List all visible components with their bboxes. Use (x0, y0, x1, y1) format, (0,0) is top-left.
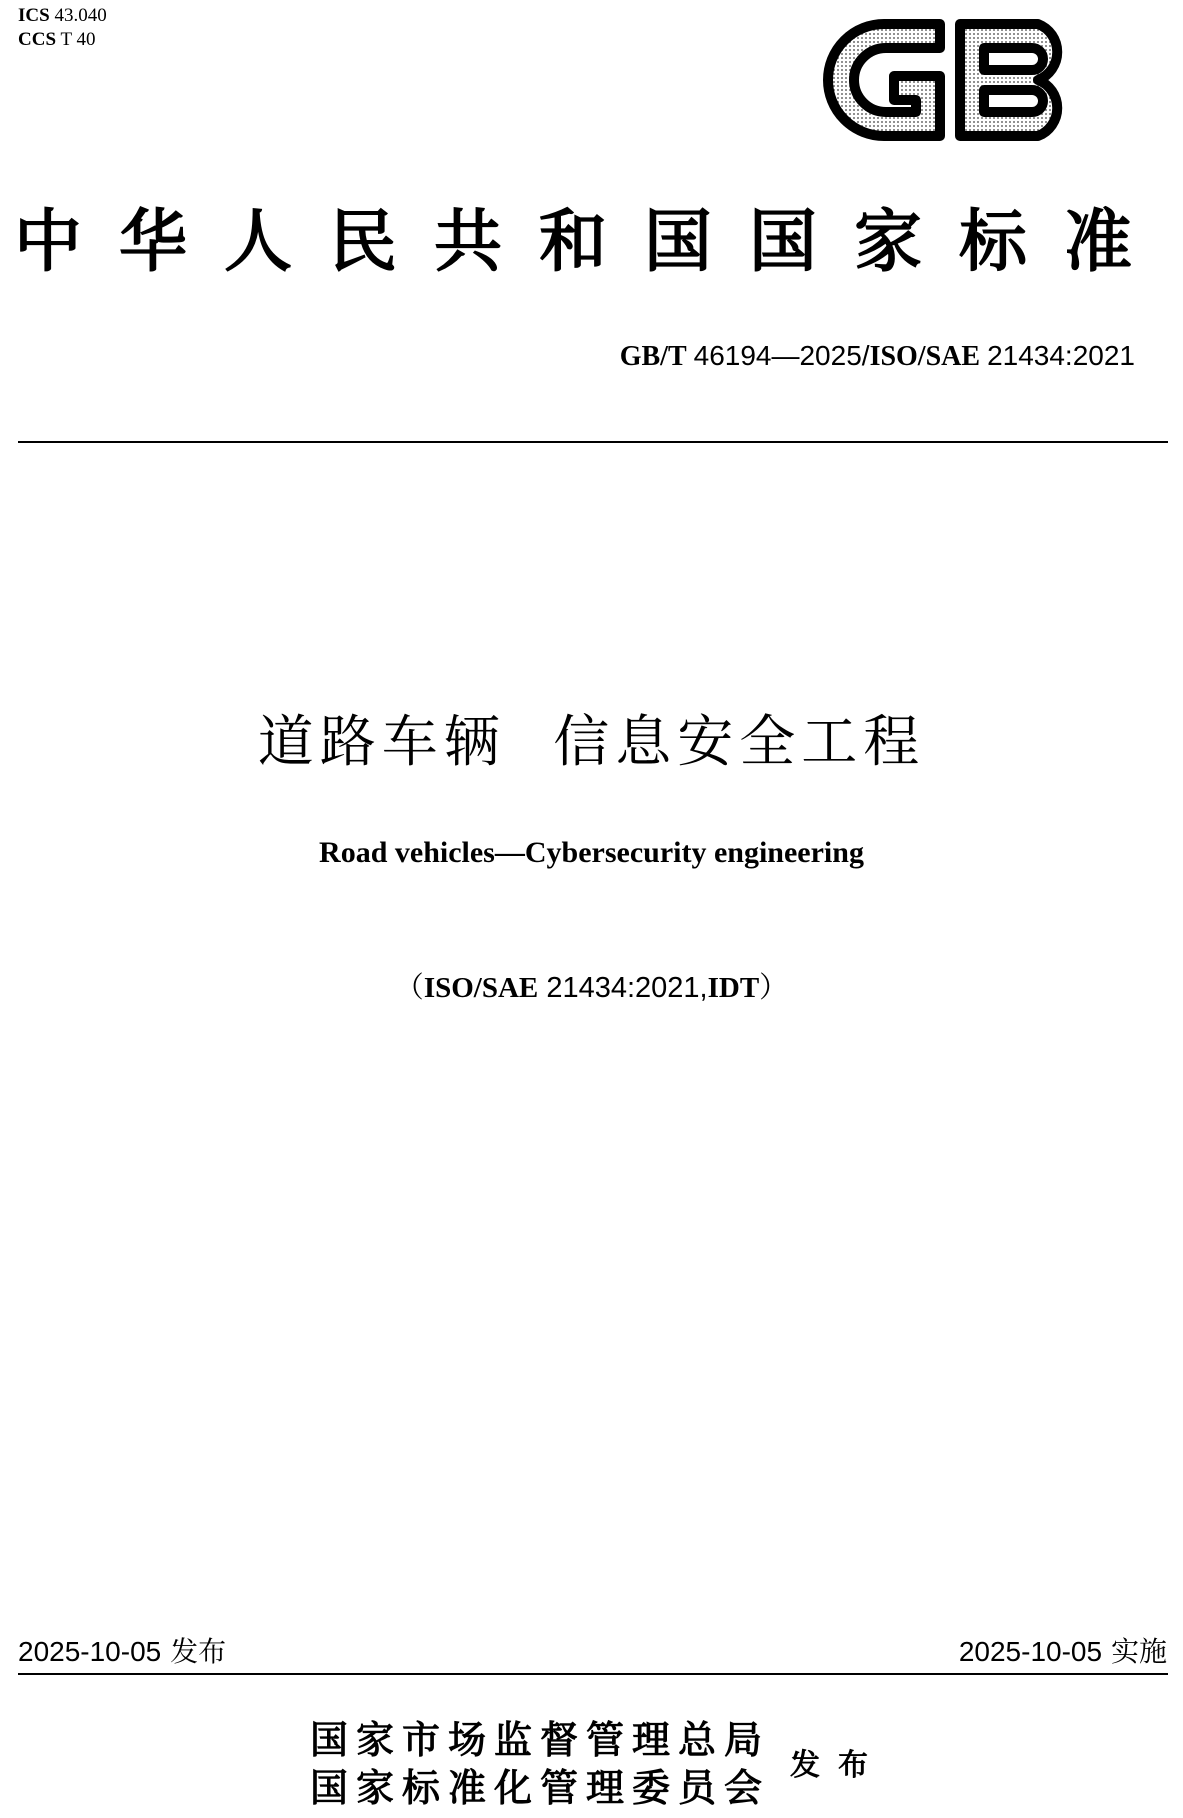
adoption-close-paren: ） (759, 970, 789, 1004)
ics-label: ICS (18, 5, 50, 26)
effective-date-line (959, 1630, 1167, 1670)
issuer-sac: 国家标准化管理委员会 (310, 1766, 771, 1810)
publish-label: 发布 (170, 1635, 227, 1668)
adoption-open-paren: （ (394, 970, 424, 1004)
ics-code (18, 4, 107, 28)
issue-label: 发布 (790, 1748, 886, 1783)
gb-logo (812, 8, 1092, 150)
adoption-org: ISO/SAE (423, 972, 539, 1004)
effective-label: 实施 (1110, 1635, 1167, 1668)
publish-date: 2025-10-05 (18, 1636, 162, 1667)
ccs-label: CCS (18, 29, 57, 50)
adoption-degree: IDT (707, 972, 760, 1004)
ics-value: 43.040 (54, 5, 107, 26)
document-title-english: Road vehicles—Cybersecurity engineering (319, 836, 864, 869)
publish-date-line (18, 1630, 226, 1670)
ccs-value: T 40 (60, 29, 96, 50)
bottom-divider (18, 1673, 1168, 1675)
document-title-chinese: 道路车辆 信息安全工程 (257, 710, 926, 775)
effective-date: 2025-10-05 (958, 1636, 1103, 1667)
standard-code: 46194—2025/ (693, 340, 870, 371)
ccs-code (18, 28, 107, 52)
classification-codes (18, 4, 107, 52)
top-divider (18, 441, 1168, 443)
adoption-note (0, 965, 1183, 1006)
issuer-samr: 国家市场监督管理总局 (310, 1718, 771, 1762)
adopted-number: 21434:2021 (987, 340, 1135, 371)
national-standard-title: 中华人民共和国国家标准 (13, 202, 1169, 282)
standard-number (620, 340, 1135, 373)
adoption-number: 21434:2021, (538, 972, 708, 1004)
adopted-org: ISO/SAE (869, 341, 981, 372)
standard-prefix: GB/T (619, 341, 687, 372)
